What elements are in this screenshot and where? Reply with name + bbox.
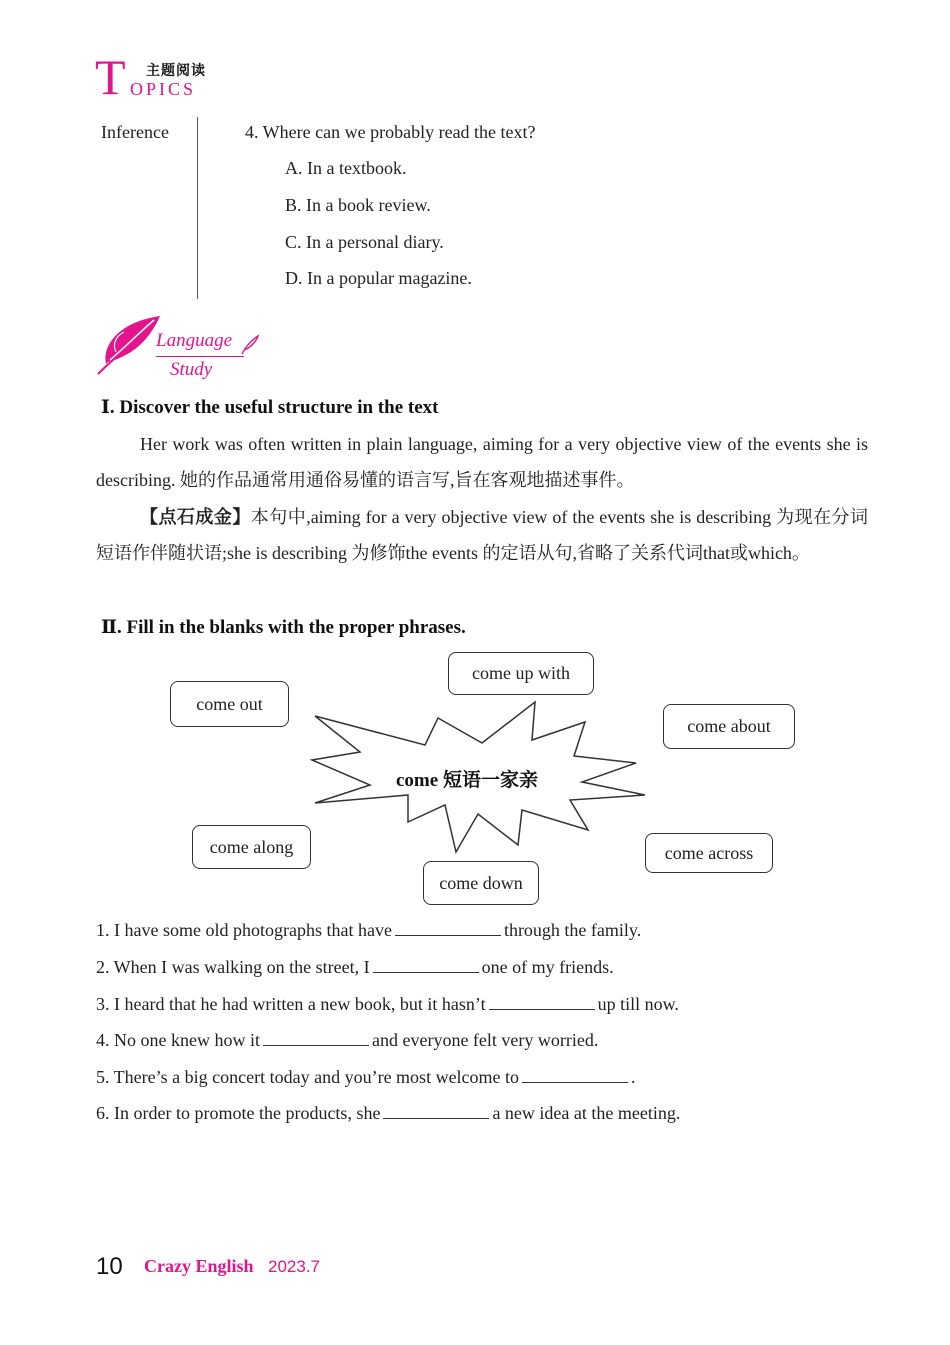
topics-logo-letter: T — [95, 49, 126, 105]
phrase-come-up-with: come up with — [448, 652, 594, 695]
exercise-6-blank[interactable] — [383, 1104, 489, 1119]
pen-flourish-icon — [240, 334, 260, 356]
tip-paragraph — [96, 499, 868, 571]
example-sentence: Her work was often written in plain language, aiming for a very objective view of the events she is describing. 她的作品通常用通俗易懂的语言写,旨在客观地描述事件。 — [96, 434, 868, 490]
exercise-6-after: a new idea at the meeting. — [492, 1103, 681, 1123]
exercise-1-after: through the family. — [503, 920, 642, 940]
study-word: Study — [170, 359, 213, 380]
exercise-2-after: one of my friends. — [481, 957, 614, 977]
exercise-5-before: 5. There’s a big concert today and you’re most welcome to — [96, 1067, 520, 1087]
exercise-5-after: . — [631, 1067, 636, 1087]
exercise-4 — [96, 1030, 598, 1051]
phrase-come-along: come along — [192, 825, 311, 869]
phrase-come-out: come out — [170, 681, 289, 727]
exercise-5 — [96, 1067, 636, 1088]
exercise-1 — [96, 920, 641, 941]
question-4: 4. Where can we probably read the text? — [245, 122, 536, 142]
language-word: Language — [156, 330, 232, 351]
exercise-4-after: and everyone felt very worried. — [371, 1030, 599, 1050]
inference-divider — [197, 117, 198, 299]
language-underline — [156, 356, 244, 357]
topics-chinese-label: 主题阅读 — [146, 62, 206, 78]
exercise-2-before: 2. When I was walking on the street, I — [96, 957, 370, 977]
exercise-1-blank[interactable] — [395, 921, 501, 936]
exercise-2 — [96, 957, 614, 978]
phrase-come-across: come across — [645, 833, 773, 873]
option-c: C. In a personal diary. — [285, 232, 444, 252]
exercise-6 — [96, 1103, 680, 1124]
part2-title: Ⅱ. Fill in the blanks with the proper phrases. — [101, 617, 466, 638]
exercise-2-blank[interactable] — [373, 958, 479, 973]
exercise-4-before: 4. No one knew how it — [96, 1030, 260, 1050]
page-number: 10 — [96, 1253, 123, 1280]
exercise-6-before: 6. In order to promote the products, she — [96, 1103, 381, 1123]
feather-icon — [94, 312, 164, 378]
exercise-4-blank[interactable] — [263, 1031, 369, 1046]
tip-label: 【点石成金】 — [140, 507, 251, 527]
exercise-3-blank[interactable] — [489, 995, 595, 1010]
topics-logo-rest: OPICS — [130, 79, 197, 99]
magazine-name: Crazy English — [144, 1256, 254, 1276]
issue-date: 2023.7 — [268, 1257, 320, 1276]
exercise-1-before: 1. I have some old photographs that have — [96, 920, 392, 940]
option-d: D. In a popular magazine. — [285, 268, 472, 288]
option-a: A. In a textbook. — [285, 158, 407, 178]
exercise-3 — [96, 994, 679, 1015]
phrase-come-down: come down — [423, 861, 539, 905]
exercise-3-after: up till now. — [597, 994, 679, 1014]
option-b: B. In a book review. — [285, 195, 431, 215]
exercise-3-before: 3. I heard that he had written a new book, but it hasn’t — [96, 994, 486, 1014]
tip-text: 本句中,aiming for a very objective view of the events she is describing 为现在分词短语作伴随状语;she is describing 为修饰the events 的定语从句,省略了关系代词that或which。 — [96, 507, 868, 563]
part1-title: Ⅰ. Discover the useful structure in the text — [101, 397, 439, 418]
inference-label: Inference — [101, 122, 169, 142]
phrase-come-about: come about — [663, 704, 795, 749]
star-center-label: come 短语一家亲 — [396, 770, 538, 791]
exercise-5-blank[interactable] — [522, 1068, 628, 1083]
